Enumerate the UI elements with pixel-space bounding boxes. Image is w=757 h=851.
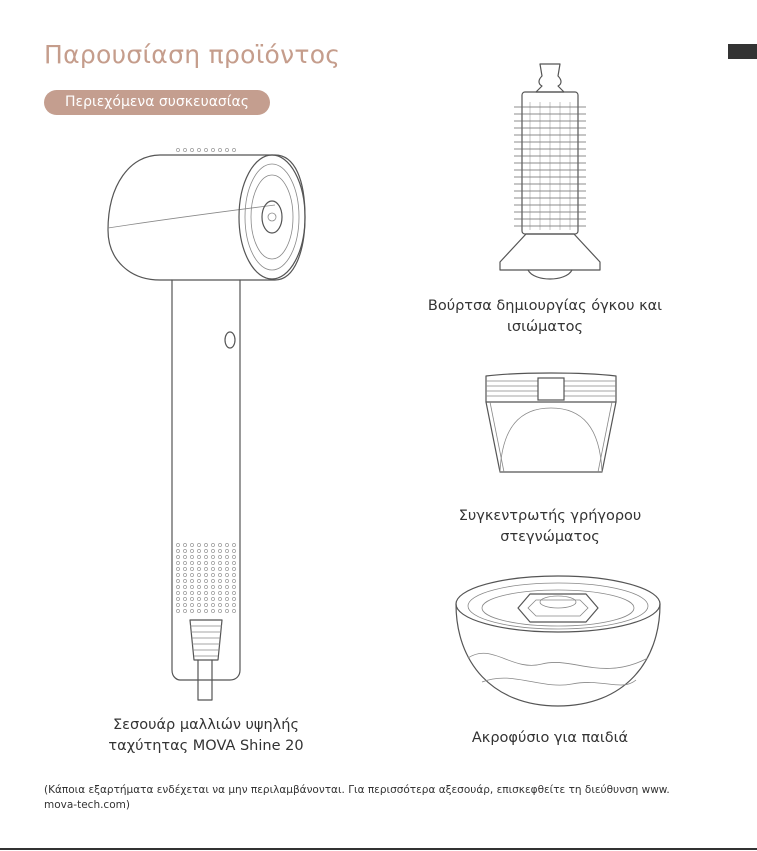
kids-nozzle-illustration bbox=[452, 572, 664, 712]
footnote: (Κάποια εξαρτήματα ενδέχεται να μην περιλαμβάνονται. Για περισσότερα αξεσουάρ, επισκεφθείτε τη διεύθυνση www. mova-tech.com) bbox=[44, 784, 670, 811]
section-badge: Περιεχόμενα συσκευασίας bbox=[44, 90, 270, 115]
caption-concentrator: Συγκεντρωτής γρήγορου στεγνώματος bbox=[458, 508, 642, 545]
page-tab-marker bbox=[728, 44, 757, 59]
caption-brush: Βούρτσα δημιουργίας όγκου και ισιώματος bbox=[427, 298, 663, 335]
concentrator-illustration bbox=[480, 372, 622, 480]
page-title: Παρουσίαση προϊόντος bbox=[44, 40, 341, 69]
brush-attachment-illustration bbox=[500, 62, 610, 284]
caption-hair-dryer: Σεσουάρ μαλλιών υψηλής ταχύτητας MOVA Shine 20 bbox=[108, 717, 304, 754]
bottom-divider bbox=[0, 848, 757, 850]
hair-dryer-illustration bbox=[100, 150, 310, 710]
caption-kids-nozzle: Ακροφύσιο για παιδιά bbox=[471, 730, 629, 746]
grille-dots bbox=[176, 148, 235, 612]
